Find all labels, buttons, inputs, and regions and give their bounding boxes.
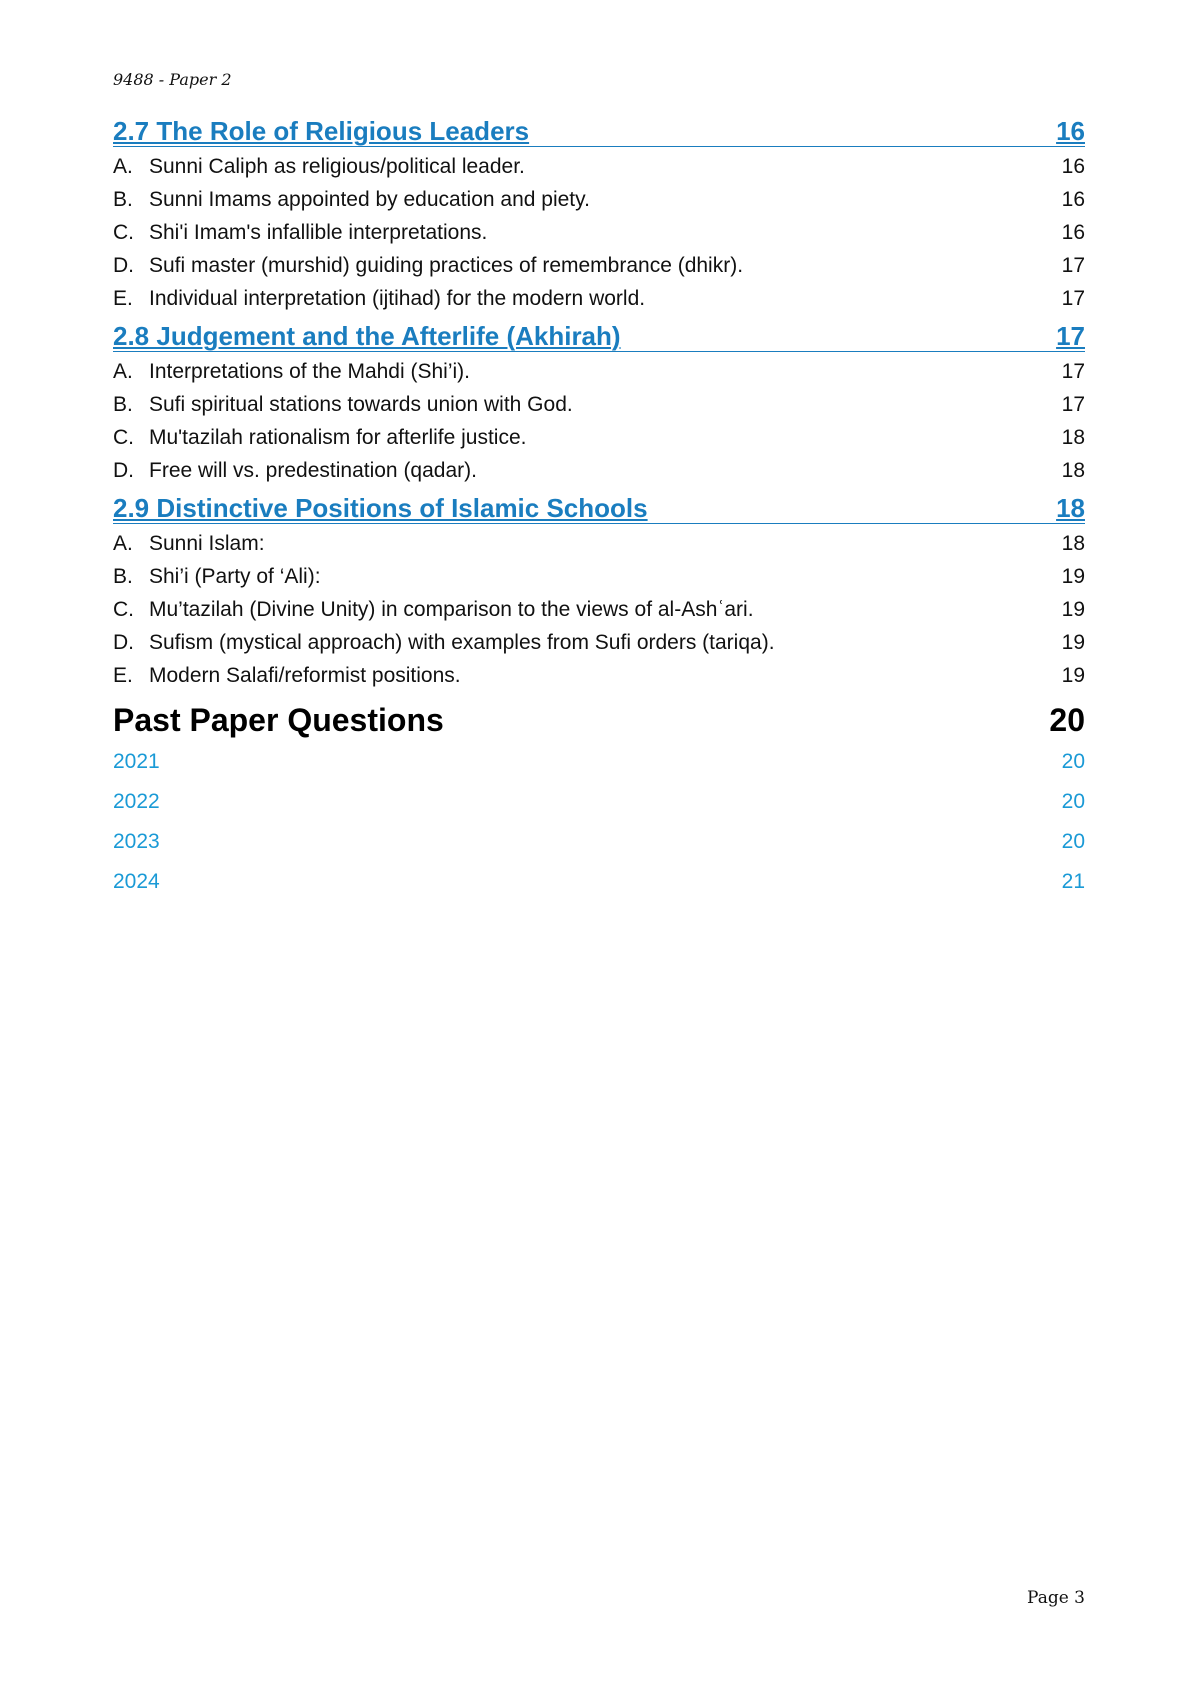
toc-year-label: 2023 <box>113 830 160 853</box>
toc-item-letter: E. <box>113 664 133 687</box>
table-of-contents <box>113 112 1085 902</box>
toc-item-letter: A. <box>113 360 133 383</box>
toc-item-letter: D. <box>113 254 134 277</box>
toc-item[interactable] <box>113 626 1085 659</box>
toc-item-letter: B. <box>113 565 133 588</box>
toc-item-text: Sunni Caliph as religious/political leader. <box>149 155 525 178</box>
toc-section-link[interactable] <box>113 321 1085 352</box>
toc-item-letter: E. <box>113 287 133 310</box>
toc-section-title: 2.7 The Role of Religious Leaders <box>113 116 530 146</box>
toc-year-label: 2024 <box>113 870 160 893</box>
toc-section-link[interactable] <box>113 116 1085 147</box>
toc-item[interactable] <box>113 421 1085 454</box>
toc-item-text: Free will vs. predestination (qadar). <box>149 459 477 482</box>
toc-section-title: 2.9 Distinctive Positions of Islamic Schools <box>113 493 648 523</box>
toc-item[interactable] <box>113 560 1085 593</box>
toc-item-letter: A. <box>113 532 133 555</box>
toc-item-page: 18 <box>1061 426 1085 449</box>
toc-section-page: 16 <box>1056 116 1085 146</box>
toc-item-text: Sunni Islam: <box>149 532 265 555</box>
toc-item-text: Shi’i (Party of ‘Ali): <box>149 565 321 588</box>
toc-section-group <box>113 493 1085 692</box>
toc-year-link[interactable] <box>113 782 1085 822</box>
running-header: 9488 - Paper 2 <box>113 70 232 89</box>
toc-item[interactable] <box>113 454 1085 487</box>
toc-item-text: Sufi master (murshid) guiding practices of remembrance (dhikr). <box>149 254 744 277</box>
toc-year-page: 20 <box>1061 750 1085 773</box>
toc-item-letter: D. <box>113 459 134 482</box>
toc-item[interactable] <box>113 282 1085 315</box>
toc-item-letter: C. <box>113 598 134 621</box>
toc-item-text: Shi'i Imam's infallible interpretations. <box>149 221 488 244</box>
toc-item-page: 17 <box>1061 360 1085 383</box>
toc-item-text: Sufi spiritual stations towards union with God. <box>149 393 573 416</box>
toc-item-text: Individual interpretation (ijtihad) for the modern world. <box>149 287 646 310</box>
toc-year-link[interactable] <box>113 822 1085 862</box>
toc-year-link[interactable] <box>113 742 1085 782</box>
toc-item-page: 16 <box>1061 155 1085 178</box>
toc-item-page: 18 <box>1061 532 1085 555</box>
toc-item[interactable] <box>113 150 1085 183</box>
toc-chapter-page: 20 <box>1049 702 1085 738</box>
toc-item-letter: B. <box>113 393 133 416</box>
toc-item-page: 19 <box>1061 565 1085 588</box>
toc-item-page: 17 <box>1061 393 1085 416</box>
toc-item-text: Sunni Imams appointed by education and piety. <box>149 188 590 211</box>
toc-section-group <box>113 116 1085 315</box>
toc-year-page: 20 <box>1061 790 1085 813</box>
toc-year-page: 20 <box>1061 830 1085 853</box>
toc-item-letter: B. <box>113 188 133 211</box>
toc-section-page: 18 <box>1056 493 1085 523</box>
toc-item-page: 16 <box>1061 221 1085 244</box>
toc-chapter-link[interactable] <box>113 698 1085 742</box>
toc-section-link[interactable] <box>113 493 1085 524</box>
toc-item[interactable] <box>113 388 1085 421</box>
toc-item-text: Mu'tazilah rationalism for afterlife justice. <box>149 426 527 449</box>
toc-item[interactable] <box>113 249 1085 282</box>
toc-section-title: 2.8 Judgement and the Afterlife (Akhirah) <box>113 321 621 351</box>
toc-year-link[interactable] <box>113 862 1085 902</box>
toc-item-text: Interpretations of the Mahdi (Shi’i). <box>149 360 470 383</box>
toc-item[interactable] <box>113 216 1085 249</box>
toc-item[interactable] <box>113 593 1085 626</box>
toc-year-page: 21 <box>1061 870 1085 893</box>
toc-item-page: 17 <box>1061 254 1085 277</box>
toc-item-page: 17 <box>1061 287 1085 310</box>
toc-section-group <box>113 321 1085 487</box>
toc-year-label: 2022 <box>113 790 160 813</box>
toc-item[interactable] <box>113 183 1085 216</box>
toc-item-letter: C. <box>113 221 134 244</box>
toc-item-text: Modern Salafi/reformist positions. <box>149 664 461 687</box>
toc-item-letter: C. <box>113 426 134 449</box>
toc-item-page: 19 <box>1061 631 1085 654</box>
toc-item-text: Sufism (mystical approach) with examples from Sufi orders (tariqa). <box>149 631 775 654</box>
page-number: Page 3 <box>1027 1588 1085 1608</box>
toc-chapter-title: Past Paper Questions <box>113 702 444 738</box>
toc-year-label: 2021 <box>113 750 160 773</box>
toc-item-page: 18 <box>1061 459 1085 482</box>
toc-item-letter: A. <box>113 155 133 178</box>
toc-item-page: 19 <box>1061 598 1085 621</box>
toc-item[interactable] <box>113 355 1085 388</box>
toc-item[interactable] <box>113 659 1085 692</box>
toc-item-letter: D. <box>113 631 134 654</box>
toc-item-text: Mu’tazilah (Divine Unity) in comparison to the views of al-Ashʿari. <box>149 598 754 621</box>
toc-item-page: 16 <box>1061 188 1085 211</box>
toc-item[interactable] <box>113 527 1085 560</box>
toc-item-page: 19 <box>1061 664 1085 687</box>
toc-section-page: 17 <box>1056 321 1085 351</box>
